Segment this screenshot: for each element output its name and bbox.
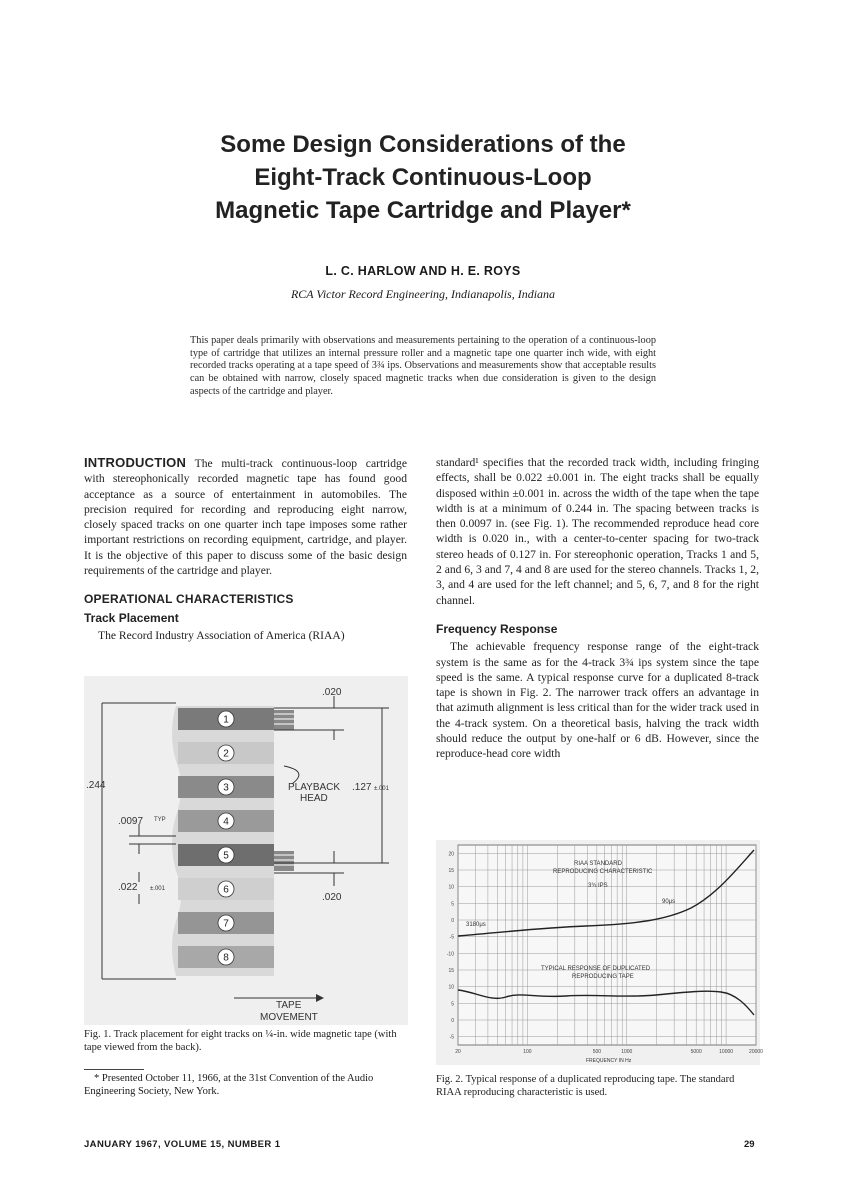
track-number-label: 3 — [223, 782, 229, 794]
track-number-label: 1 — [223, 714, 229, 726]
label-020-top: .020 — [322, 687, 342, 698]
title-line-3: Magnetic Tape Cartridge and Player* — [215, 197, 631, 224]
label-020-bottom: .020 — [322, 892, 342, 903]
figure-2 — [436, 840, 763, 1065]
x-tick-label: 10000 — [719, 1049, 734, 1055]
label-playback: PLAYBACK — [288, 782, 341, 793]
label-riaa-1: RIAA STANDARD — [574, 861, 622, 867]
playback-head-gap-top — [274, 710, 294, 730]
title-line-2: Eight-Track Continuous-Loop — [254, 164, 592, 191]
label-127-tol: ±.001 — [374, 786, 389, 792]
journal-footer: JANUARY 1967, VOLUME 15, NUMBER 1 — [84, 1139, 281, 1150]
label-90: 90μs — [662, 899, 676, 905]
footnote-text: * Presented October 11, 1966, at the 31st Convention of the Audio Engineering Society, New York. — [84, 1073, 374, 1097]
title-line-1: Some Design Considerations of the — [220, 131, 626, 158]
paper-title — [0, 128, 846, 227]
track-number-label: 8 — [223, 952, 229, 964]
track-number-label: 6 — [223, 884, 229, 896]
y-tick-label: 10 — [448, 984, 454, 991]
label-3180: 3180μs — [466, 922, 486, 928]
x-tick-label: 100 — [523, 1049, 532, 1055]
footnote-rule — [84, 1069, 144, 1070]
x-tick-label: 20 — [455, 1049, 461, 1055]
frequency-response-graph — [436, 840, 763, 1065]
y-tick-label: 15 — [448, 968, 454, 974]
track-standard-paragraph: standard¹ specifies that the recorded track width, including fringing effects, shall be 0.022 ±0.001 in. The eight tracks shall be equally disposed within ±0.001 in. across the width of the tape when the tape width is at a minimum of 0.244 in. The spacing between tracks is then 0.0097 in. (see Fig. 1). The recommended reproduce head core width is 0.020 in., with a center-to-center spacing for two-track stereo heads of 0.127 in. For stereophonic operation, Tracks 1 and 5, 2 and 6, 3 and 7, 4 and 8 are used for the stereo channels. Tracks 1, 2, 3, and 4 are used for the left channel; and 5, 6, 7, and 8 for the right channel. — [436, 456, 759, 607]
track-number-label: 2 — [223, 748, 229, 760]
intro-paragraph — [84, 455, 407, 578]
frequency-response-heading: Frequency Response — [436, 621, 558, 636]
label-244: .244 — [86, 780, 106, 791]
operational-heading: OPERATIONAL CHARACTERISTICS — [84, 592, 294, 607]
track-placement-heading: Track Placement — [84, 610, 179, 625]
x-tick-labels — [455, 1049, 763, 1055]
label-speed: 3¾ IPS — [588, 883, 608, 889]
intro-heading: INTRODUCTION — [84, 455, 187, 470]
y-tick-label: -5 — [449, 1034, 454, 1041]
label-riaa-2: REPRODUCING CHARACTERISTIC — [553, 869, 653, 875]
label-0097: .0097 — [118, 816, 144, 827]
y-tick-label: -10 — [446, 951, 454, 958]
left-column — [84, 455, 407, 643]
y-tick-label: -5 — [449, 934, 454, 941]
page-number: 29 — [744, 1139, 755, 1150]
label-typical-2: REPRODUCING TAPE — [572, 974, 634, 980]
label-head: HEAD — [300, 793, 328, 804]
y-tick-label: 5 — [451, 901, 454, 908]
abstract: This paper deals primarily with observations and measurements pertaining to the operation of a continuous-loop type of cartridge that utilizes an internal pressure roller and a magnetic tape one quarter inch wide, with eight recorded tracks operating at a tape speed of 3¾ ips. Observations and measurements show that acceptable results can be obtained with narrow, closely spaced magnetic tracks when due consideration is given to the design aspects of the cartridge and player. — [190, 335, 656, 397]
x-axis-label: FREQUENCY IN Hz — [586, 1058, 632, 1064]
y-tick-label: 0 — [451, 918, 454, 924]
label-022: .022 — [118, 882, 138, 893]
x-tick-label: 500 — [592, 1049, 602, 1055]
figure-1-caption: Fig. 1. Track placement for eight tracks on ¼-in. wide magnetic tape (with tape viewed from the back). — [84, 1029, 397, 1053]
track-placement-diagram — [84, 676, 408, 1025]
figure-1 — [84, 676, 408, 1025]
y-tick-label: 0 — [451, 1018, 454, 1024]
track-number-label: 4 — [223, 816, 229, 828]
frequency-response-paragraph: The achievable frequency response range of the eight-track system is the same as for the 4-track 3¾ ips system since the tape speed is the same. A typical response curve for a duplicated 8-track tape is shown in Fig. 2. The narrower track offers an advantage in that azimuth alignment is less critical than for the wider track used in the 4-track system. On a theoretical basis, halving the track width should reduce the output by one-half or 6 dB. However, since the reproduce-head core width — [436, 640, 759, 761]
y-tick-label: 10 — [448, 884, 454, 891]
footnote — [84, 1073, 408, 1098]
y-tick-labels — [447, 851, 454, 1040]
label-typ: TYP — [154, 817, 166, 823]
right-column — [436, 455, 759, 762]
x-tick-label: 20000 — [749, 1049, 763, 1055]
label-typical-1: TYPICAL RESPONSE OF DUPLICATED — [541, 966, 651, 972]
tape-movement-arrow — [316, 994, 324, 1002]
intro-text: The multi-track continuous-loop cartridge with stereophonically recorded magnetic tape has found good acceptance as a source of entertainment in automobiles. The precision required for recording and reproducing eight narrow, closely spaced tracks on one quarter inch tape imposes some rather important restrictions on recording equipment, cartridge, and player. It is the objective of this paper to discuss some of the basic design requirements of the cartridge and player. — [84, 457, 407, 578]
label-022-tol: ±.001 — [150, 886, 165, 892]
figure-2-caption: Fig. 2. Typical response of a duplicated reproducing tape. The standard RIAA reproducing characteristic is used. — [436, 1074, 735, 1098]
graph-frame — [458, 845, 756, 1045]
label-127: .127 — [352, 782, 372, 793]
label-movement: MOVEMENT — [260, 1012, 318, 1023]
authors: L. C. HARLOW AND H. E. ROYS — [325, 264, 521, 278]
x-tick-label: 1000 — [621, 1049, 633, 1055]
label-tape: TAPE — [276, 1000, 302, 1011]
track-number-label: 7 — [223, 918, 229, 930]
y-tick-label: 15 — [448, 868, 454, 874]
track-placement-text: The Record Industry Association of America (RIAA) — [98, 628, 345, 642]
y-tick-label: 5 — [451, 1001, 454, 1008]
y-tick-label: 20 — [448, 851, 454, 858]
track-number-label: 5 — [223, 850, 229, 862]
x-tick-label: 5000 — [690, 1049, 702, 1055]
affiliation: RCA Victor Record Engineering, Indianapolis, Indiana — [290, 287, 556, 301]
playback-head-gap-bottom — [274, 851, 294, 871]
